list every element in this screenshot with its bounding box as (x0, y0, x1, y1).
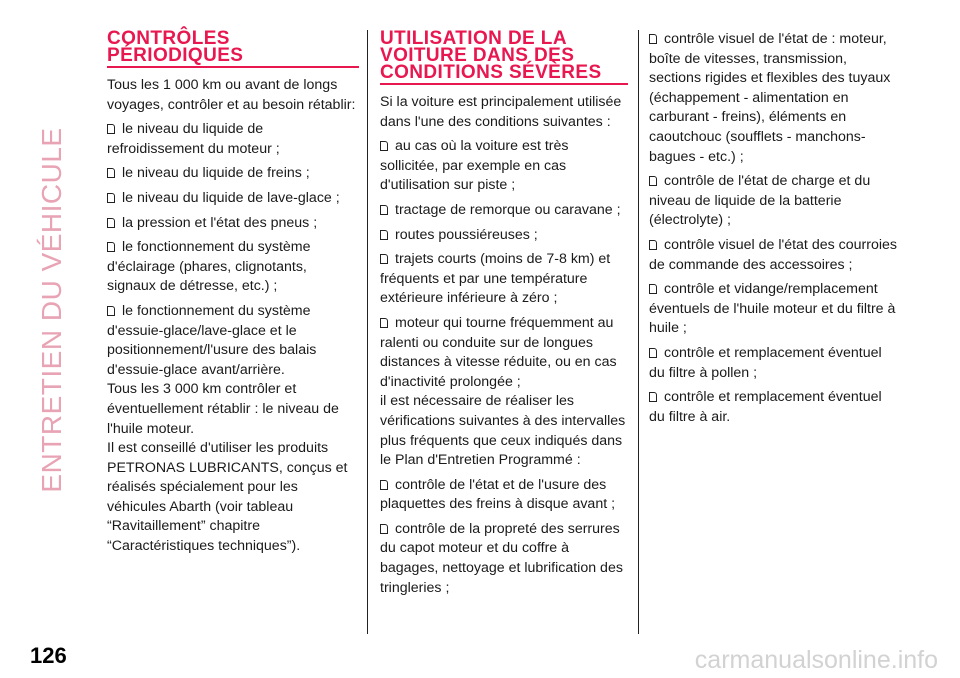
checkbox-bullet-icon (380, 230, 388, 240)
checkbox-bullet-icon (380, 254, 388, 264)
list-item: le fonctionnement du système d'essuie-glace/lave-glace et le positionnement/l'usure des balais d'essuie-glace avant/arrière. (107, 302, 317, 378)
side-section-title (22, 30, 82, 590)
footer-watermark[interactable]: carmanualsonline.info (694, 646, 938, 674)
list-item: au cas où la voiture est très sollicitée, par exemple en cas d'utilisation sur piste ; (380, 138, 569, 194)
list-item: contrôle visuel de l'état des courroies de commande des accessoires ; (649, 236, 897, 273)
list-item: contrôle et remplacement éventuel du filtre à air. (649, 389, 882, 425)
checkbox-bullet-icon (649, 348, 657, 358)
list-item: le niveau du liquide de freins ; (107, 164, 359, 184)
side-section-title-text: ENTRETIEN DU VÉHICULE (36, 127, 67, 493)
page-number: 126 (30, 643, 67, 668)
checkbox-bullet-icon (649, 176, 657, 186)
list-item: le fonctionnement du système d'éclairage (phares, clignotants, signaux de détresse, etc.) ; (107, 239, 311, 295)
list-item: le niveau du liquide de refroidissement du moteur ; (107, 121, 280, 157)
column-divider (638, 30, 639, 634)
checkbox-bullet-icon (649, 240, 657, 250)
list-item: contrôle et remplacement éventuel du filtre à pollen ; (649, 344, 882, 381)
checkbox-bullet-icon (380, 141, 388, 151)
intro-paragraph: Si la voiture est principalement utilisée dans l'une des conditions suivantes : (380, 94, 622, 130)
checkbox-bullet-icon (107, 218, 115, 228)
list-item: routes poussiéreuses ; (380, 226, 628, 246)
paragraph-oil-check: Tous les 3 000 km contrôler et éventuellement rétablir : le niveau de l'huile moteur. (107, 381, 339, 437)
list-item: tractage de remorque ou caravane ; (380, 201, 628, 221)
checkbox-bullet-icon (107, 306, 115, 316)
checkbox-bullet-icon (380, 524, 388, 534)
list-item: le niveau du liquide de lave-glace ; (107, 189, 359, 209)
list-item: moteur qui tourne fréquemment au ralenti ou conduite sur de longues distances à vitesse réduite, ou en cas d'inactivité prolongée ; (380, 314, 617, 390)
list-item: contrôle de la propreté des serrures du capot moteur et du coffre à bagages, nettoyage et lubrification des tringleries ; (380, 520, 623, 596)
list-item: la pression et l'état des pneus ; (107, 214, 359, 234)
checkbox-bullet-icon (107, 242, 115, 252)
checkbox-bullet-icon (649, 34, 657, 44)
checkbox-bullet-icon (649, 392, 657, 402)
column-periodic-checks (107, 30, 359, 562)
column-divider (367, 30, 368, 634)
list-item: contrôle de l'état de charge et du niveau de liquide de la batterie (électrolyte) ; (649, 173, 871, 229)
list-item: contrôle de l'état et de l'usure des plaquettes des freins à disque avant ; (380, 476, 616, 513)
list-item: trajets courts (moins de 7-8 km) et fréquents et par une température extérieure inférieure à zéro ; (380, 251, 611, 307)
checkbox-bullet-icon (107, 193, 115, 203)
list-item: contrôle et vidange/remplacement éventuels de l'huile moteur et du filtre à huile ; (649, 281, 896, 337)
checkbox-bullet-icon (380, 205, 388, 215)
checkbox-bullet-icon (107, 124, 115, 134)
paragraph-lubricants: Il est conseillé d'utiliser les produits PETRONAS LUBRICANTS, conçus et réalisés spécialement pour les véhicules Abarth (voir tableau “Ravitaillement” chapitre “Caractéristiques techniques”). (107, 440, 348, 555)
checkbox-bullet-icon (380, 318, 388, 328)
column-severe-conditions (380, 30, 628, 603)
list-item: contrôle visuel de l'état de : moteur, boîte de vitesses, transmission, sections rigides et flexibles des tuyaux (échappement - alimentation en carburant - freins), éléments en caoutchouc (soufflets - manchons-bagues - etc.) ; (649, 31, 891, 165)
checkbox-bullet-icon (649, 284, 657, 294)
checkbox-bullet-icon (107, 168, 115, 178)
column-verifications-continued (649, 30, 901, 432)
checkbox-bullet-icon (380, 480, 388, 490)
paragraph-verifications: il est nécessaire de réaliser les vérifications suivantes à des intervalles plus fréquents que ceux indiqués dans le Plan d'Entretien Programmé : (380, 393, 626, 469)
heading-severe-conditions: UTILISATION DE LA VOITURE DANS DES CONDITIONS SÉVÈRES (380, 30, 628, 85)
intro-paragraph: Tous les 1 000 km ou avant de longs voyages, contrôler et au besoin rétablir: (107, 77, 356, 113)
heading-periodic-checks: CONTRÔLES PÉRIODIQUES (107, 30, 359, 68)
